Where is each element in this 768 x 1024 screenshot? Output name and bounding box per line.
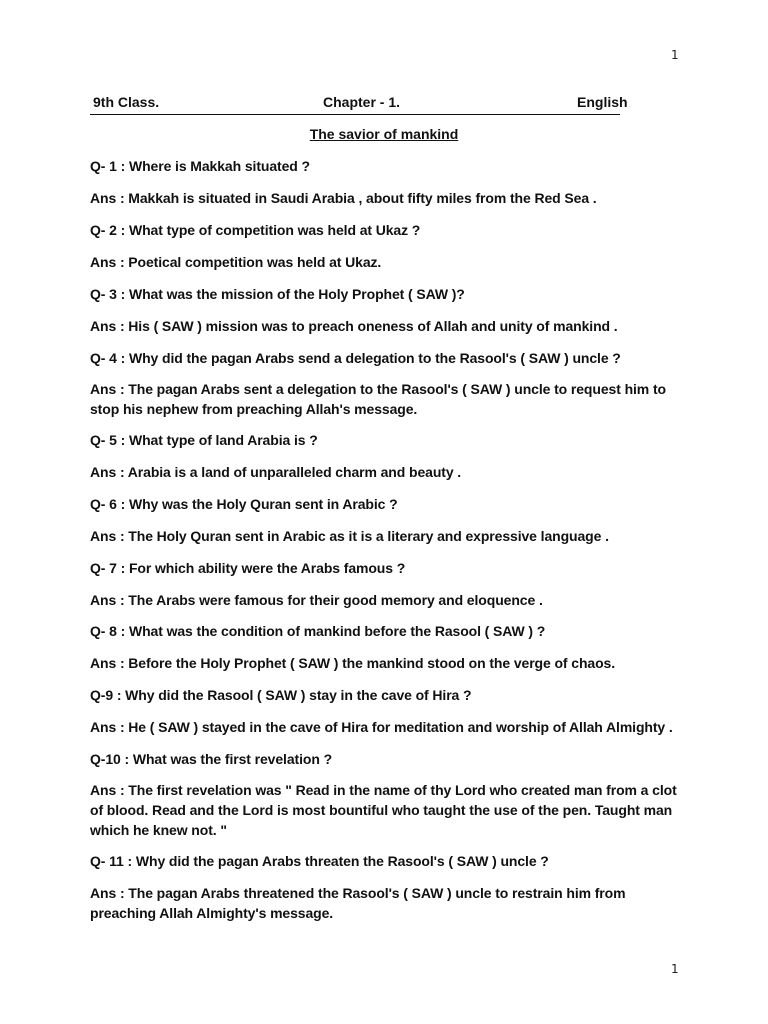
answer-4: Ans : The pagan Arabs sent a delegation to the Rasool's ( SAW ) uncle to request him to stop his nephew from preaching Allah's message. [90, 381, 666, 417]
question-7: Q- 7 : For which ability were the Arabs famous ? [90, 560, 406, 576]
document-header [90, 92, 628, 115]
question-3: Q- 3 : What was the mission of the Holy Prophet ( SAW )? [90, 286, 465, 302]
answer-2: Ans : Poetical competition was held at Ukaz. [90, 254, 382, 270]
header-chapter: Chapter - 1. [323, 94, 401, 110]
answer-11: Ans : The pagan Arabs threatened the Rasool's ( SAW ) uncle to restrain him from preaching Allah Almighty's message. [90, 885, 626, 921]
question-9: Q-9 : Why did the Rasool ( SAW ) stay in the cave of Hira ? [90, 687, 472, 703]
answer-3: Ans : His ( SAW ) mission was to preach oneness of Allah and unity of mankind . [90, 318, 618, 334]
question-10: Q-10 : What was the first revelation ? [90, 751, 333, 767]
answer-6: Ans : The Holy Quran sent in Arabic as it is a literary and expressive language . [90, 528, 609, 544]
question-4: Q- 4 : Why did the pagan Arabs send a delegation to the Rasool's ( SAW ) uncle ? [90, 350, 621, 366]
answer-1: Ans : Makkah is situated in Saudi Arabia , about fifty miles from the Red Sea . [90, 190, 597, 206]
question-1: Q- 1 : Where is Makkah situated ? [90, 158, 310, 174]
header-subject: English [577, 94, 628, 110]
answer-9: Ans : He ( SAW ) stayed in the cave of Hira for meditation and worship of Allah Almighty . [90, 719, 673, 735]
answer-5: Ans : Arabia is a land of unparalleled charm and beauty . [90, 464, 462, 480]
question-2: Q- 2 : What type of competition was held at Ukaz ? [90, 222, 421, 238]
question-11: Q- 11 : Why did the pagan Arabs threaten the Rasool's ( SAW ) uncle ? [90, 853, 549, 869]
question-5: Q- 5 : What type of land Arabia is ? [90, 432, 318, 448]
answer-7: Ans : The Arabs were famous for their good memory and eloquence . [90, 592, 543, 608]
chapter-title: The savior of mankind [309, 126, 459, 142]
answer-8: Ans : Before the Holy Prophet ( SAW ) the mankind stood on the verge of chaos. [90, 655, 616, 671]
page-number-top: 1 [671, 48, 679, 62]
answer-10: Ans : The first revelation was " Read in the name of thy Lord who created man from a clot of blood. Read and the Lord is most bountiful who taught the use of the pen. Taught man which he knew not. " [90, 782, 677, 838]
question-6: Q- 6 : Why was the Holy Quran sent in Arabic ? [90, 496, 398, 512]
header-class: 9th Class. [93, 94, 160, 110]
page-number-bottom: 1 [671, 962, 679, 976]
question-8: Q- 8 : What was the condition of mankind before the Rasool ( SAW ) ? [90, 623, 546, 639]
